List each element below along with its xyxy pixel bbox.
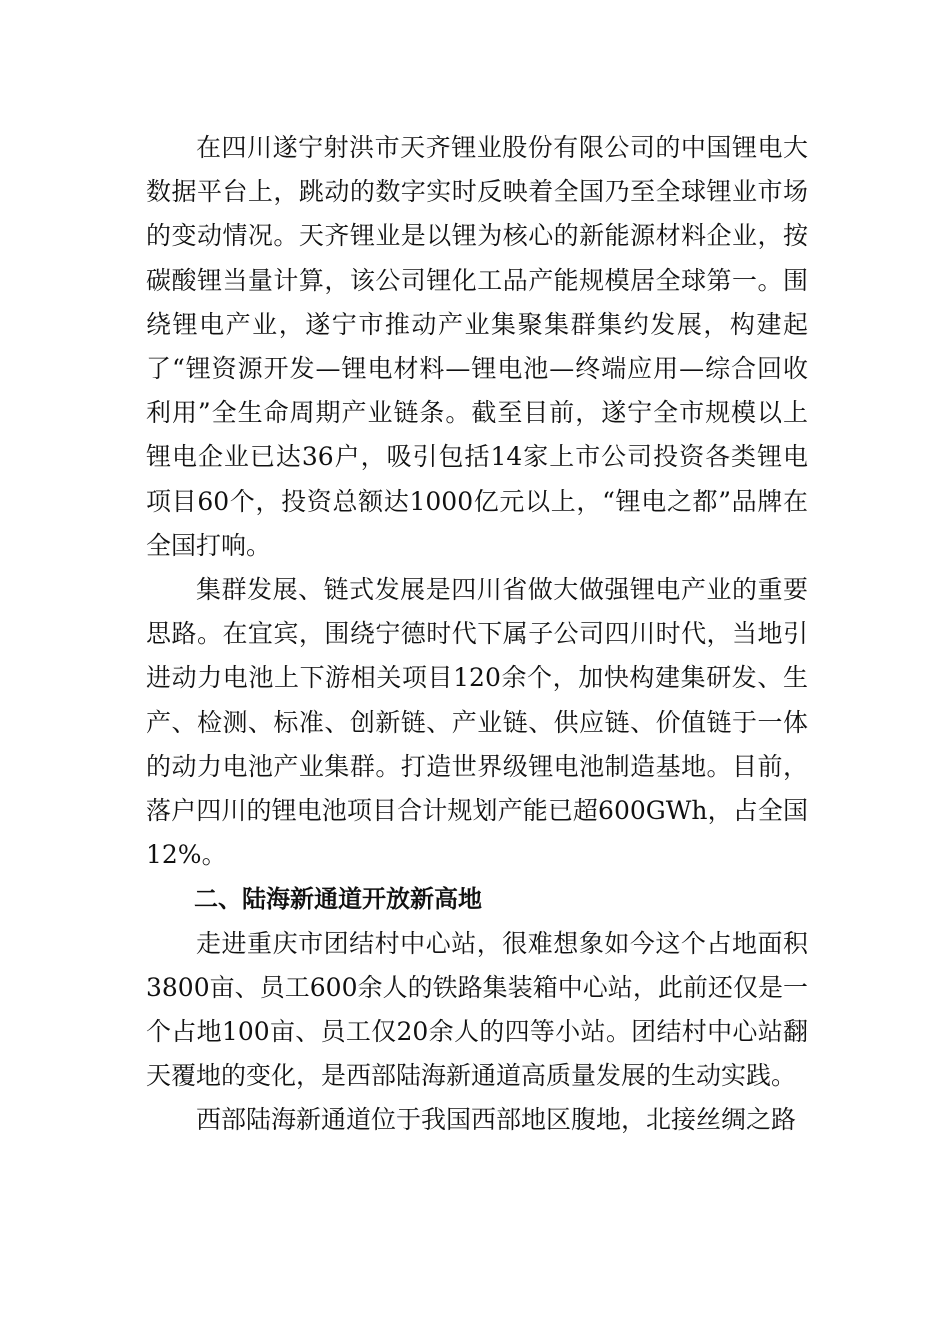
paragraph-yibin-battery-cluster: 集群发展、链式发展是四川省做大做强锂电产业的重要思路。在宜宾，围绕宁德时代下属子公司四川时代，当地引进动力电池上下游相关项目120余个，加快构建集研发、生产、检测、标准、创新链、产业链、供应链、价值链于一体的动力电池产业集群。打造世界级锂电池制造基地。目前，落户四川的锂电池项目合计规划产能已超600GWh，占全国12%。 <box>146 575 808 870</box>
document-body <box>146 126 808 1143</box>
section-heading: 二、陆海新通道开放新高地 <box>194 885 482 914</box>
paragraph-tianqi-lithium: 在四川遂宁射洪市天齐锂业股份有限公司的中国锂电大数据平台上，跳动的数字实时反映着全国乃至全球锂业市场的变动情况。天齐锂业是以锂为核心的新能源材料企业，按碳酸锂当量计算，该公司锂化工品产能规模居全球第一。围绕锂电产业，遂宁市推动产业集聚集群集约发展，构建起了“锂资源开发—锂电材料—锂电池—终端应用—综合回收利用”全生命周期产业链条。截至目前，遂宁全市规模以上锂电企业已达36户，吸引包括14家上市公司投资各类锂电项目60个，投资总额达1000亿元以上，“锂电之都”品牌在全国打响。 <box>146 133 808 560</box>
paragraph-land-sea-corridor: 西部陆海新通道位于我国西部地区腹地，北接丝绸之路 <box>196 1105 797 1135</box>
paragraph-tuanjiecun-station: 走进重庆市团结村中心站，很难想象如今这个占地面积3800亩、员工600余人的铁路集装箱中心站，此前还仅是一个占地100亩、员工仅20余人的四等小站。团结村中心站翻天覆地的变化，是西部陆海新通道高质量发展的生动实践。 <box>146 928 808 1091</box>
